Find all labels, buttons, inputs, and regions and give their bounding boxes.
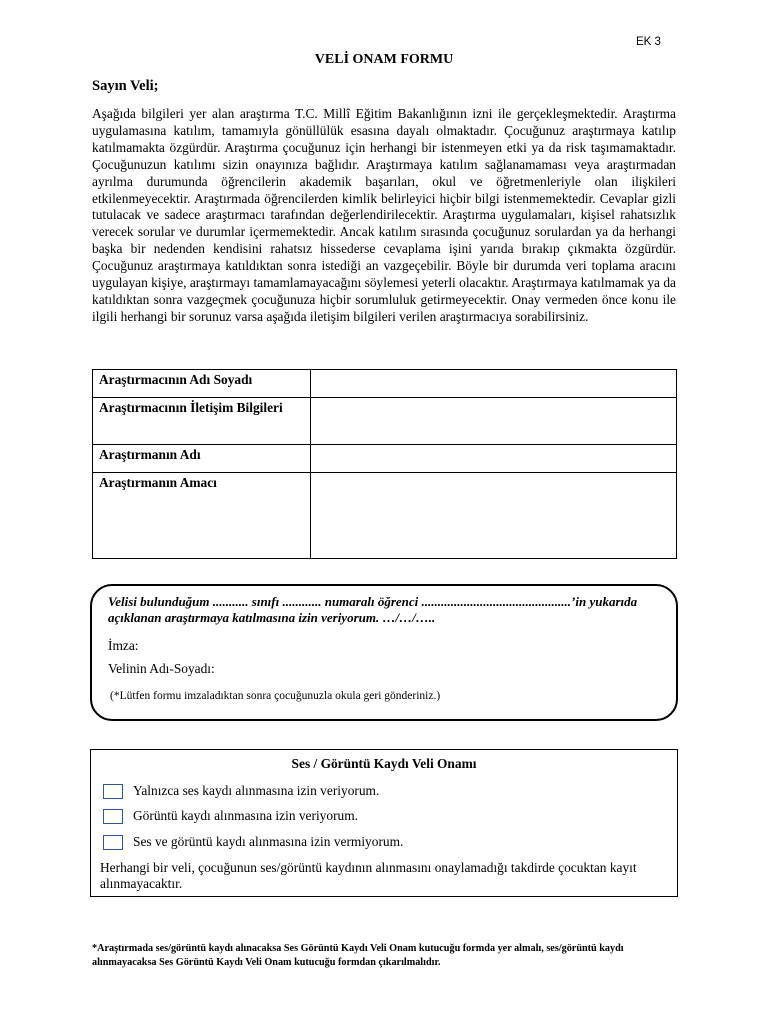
table-row <box>93 445 677 473</box>
consent-statement: Velisi bulunduğum ........... sınıfı ............ numaralı öğrenci ..............................................’in yukarıda açıklanan araştırmaya katılmasına izin veriyorum. …/…/….. <box>108 594 638 625</box>
row-label-researcher-name: Araştırmacının Adı Soyadı <box>93 370 311 398</box>
table-row <box>93 370 677 398</box>
footnote: *Araştırmada ses/görüntü kaydı alınacaksa Ses Görüntü Kaydı Veli Onam kutucuğu formda yer almalı, ses/görüntü kaydı alınmayacaksa Ses Görüntü Kaydı Veli Onam kutucuğu formdan çıkarılmalıdır. <box>92 943 624 968</box>
media-consent-box <box>90 749 678 897</box>
option-label: Görüntü kaydı alınmasına izin veriyorum. <box>133 808 358 823</box>
table-row <box>93 473 677 559</box>
form-title: VELİ ONAM FORMU <box>314 52 454 67</box>
option-video[interactable] <box>103 808 358 824</box>
researcher-contact-field[interactable] <box>311 398 677 445</box>
row-label-researcher-contact: Araştırmacının İletişim Bilgileri <box>93 398 311 445</box>
signature-label: İmza: <box>108 638 139 653</box>
parent-consent-box <box>90 584 678 721</box>
table-row <box>93 398 677 445</box>
option-label: Ses ve görüntü kaydı alınmasına izin vermiyorum. <box>133 834 404 849</box>
parent-name-label: Velinin Adı-Soyadı: <box>108 661 215 676</box>
media-consent-note: Herhangi bir veli, çocuğunun ses/görüntü kaydının alınmasını onaylamadığı takdirde çocuktan kayıt alınmayacaktır. <box>100 860 637 891</box>
researcher-name-field[interactable] <box>311 370 677 398</box>
checkbox-audio-only[interactable] <box>103 784 123 799</box>
option-audio-only[interactable] <box>103 783 379 799</box>
return-note: (*Lütfen formu imzaladıktan sonra çocuğunuzla okula geri gönderiniz.) <box>110 690 441 702</box>
row-label-research-purpose: Araştırmanın Amacı <box>93 473 311 559</box>
row-label-research-name: Araştırmanın Adı <box>93 445 311 473</box>
option-no-recording[interactable] <box>103 834 403 850</box>
appendix-label: EK 3 <box>636 36 661 48</box>
researcher-info-table <box>92 369 677 559</box>
checkbox-no-recording[interactable] <box>103 835 123 850</box>
option-label: Yalnızca ses kaydı alınmasına izin veriyorum. <box>133 783 380 798</box>
research-purpose-field[interactable] <box>311 473 677 559</box>
checkbox-video[interactable] <box>103 809 123 824</box>
greeting: Sayın Veli; <box>92 78 159 94</box>
media-consent-title: Ses / Görüntü Kaydı Veli Onamı <box>291 756 477 771</box>
research-name-field[interactable] <box>311 445 677 473</box>
intro-paragraph: Aşağıda bilgileri yer alan araştırma T.C. Millî Eğitim Bakanlığının izni ile gerçekleşmektedir. Araştırma uygulamasına katılım, tamamıyla gönüllülük esasına dayalı olmaktadır. Çocuğunuz araştırmaya katılıp katılmamakta özgürdür. Araştırma çocuğunuz için herhangi bir istenmeyen etki ya da risk taşımamaktadır. Çocuğunuzun katılımı sizin onayınıza bağlıdır. Araştırmaya katılım sağlanamaması veya araştırmadan ayrılma durumunda öğrencilerin akademik başarıları, okul ve öğretmenleriyle olan ilişkileri etkilenmeyecektir. Araştırmada öğrencilerden kimlik belirleyici hiçbir bilgi istenmemektedir. Cevaplar gizli tutulacak ve sadece araştırmacı tarafından değerlendirilecektir. Araştırma uygulamaları, kişisel rahatsızlık verecek sorular ve durumlar içermemektedir. Ancak katılım sırasında çocuğunuz sorulardan ya da herhangi başka bir nedenden kendisini rahatsız hissederse cevaplama işini yarıda bırakıp çıkmakta özgürdür. Çocuğunuz araştırmaya katıldıktan sonra istediği an vazgeçebilir. Böyle bir durumda veri toplama aracını uygulayan kişiye, araştırmayı tamamlamayacağını söylemesi yeterli olacaktır. Araştırmaya katılmamak ya da katıldıktan sonra vazgeçmek çocuğunuza hiçbir sorumluluk getirmeyecektir. Onay vermeden önce konu ile ilgili herhangi bir sorunuz varsa aşağıda iletişim bilgileri verilen araştırmacıya sorabilirsiniz. <box>92 106 676 324</box>
